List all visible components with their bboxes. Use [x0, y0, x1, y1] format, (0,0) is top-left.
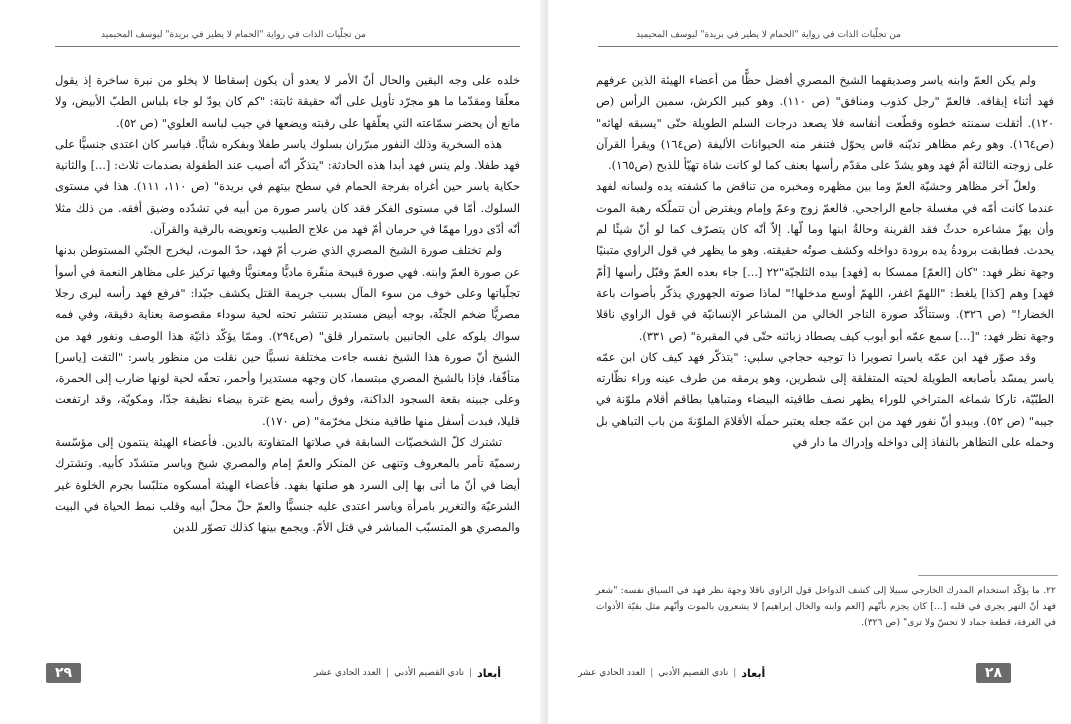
- page-number: ٢٩: [46, 663, 81, 683]
- header-rule: [55, 46, 520, 47]
- journal-name: نادي القصيم الأدبي: [394, 668, 465, 678]
- paragraph: خلده على وجه اليقين والحال أنّ الأمر لا يعدو أن يكون إسقاطا لا يخلو من نبرة ساخرة إذ يقول معلّقا ومقدّما ما هو مجرّد تأويل على أنّه حقيقة ثابتة: "كم كان يودّ لو جاء بلباس الطبّ الأبيض، ولا مانع أن يحضر سمّاعته التي يعلّقها على رقبته ويضعها في جيب لباسه العلوي" (ص ٥٢).: [55, 73, 520, 130]
- running-header: من تجلّيات الذات في رواية "الحمام لا يطير في بريدة" ليوسف المحيميد: [636, 30, 901, 40]
- paragraph: تشترك كلّ الشخصيّات السابقة في صلاتها المتفاوتة بالدين. فأعضاء الهيئة ينتمون إلى مؤسّسة رسميّة تأمر بالمعروف وتنهى عن المنكر والعمّ إمام والمصري شيخ وياسر متشدّد كأبيه. وتشترك أيضا في أنّ ما أتى بها إلى السرد هو صلتها بفهد. فأعضاء الهيئة أمسكوه متلبّسا بجرم الخلوة غير الشرعيّة والتغرير بامرأة وياسر اعتدى عليه جنسيًّا والعمّ حلّ محلّ أبيه وقلب نمط الحياة في البيت والمصري هو المتسبّب المباشر في قتل الأمّ. ويجمع بينها كذلك تصوّر للدين: [55, 435, 520, 535]
- paragraph: هذه السخرية وذلك النفور مبرّران بسلوك ياسر طفلا وبفكره شابًّا. فياسر كان اعتدى جنسيًّا على فهد طفلا. ولم ينس فهد أبدا هذه الحادثة: "يتذكّر أنّه أصيب عند الطفولة بصدمات ثلاث: [...] والثانية حكاية ياسر حين أغراه بفرجة الحمام في سطح بيتهم في بريدة" (ص ١١٠، ١١١). هذا في مستوى السلوك. أمّا في مستوى الفكر فقد كان ياسر صورة من أبيه في تشدّده وضيق أفقه. من ذلك مثلا أنّه أدّى دورا مهمّا في حرمان أمّ فهد من علاج الطبيب وتعويضه بالرقية والقرآن.: [55, 136, 520, 237]
- paragraph: ولعلّ آخر مظاهر وحشيّة العمّ وما بين مظهره ومخبره من تناقض ما كشفته يده ولسانه لفهد عندما كانت أمّه في مغسلة جامع الراجحي. فالعمّ زوج وعمّ وإمام ويفترض أن تتملّكه رهبة الموت وأن يهزّ مشاعره حدثٌ فقد القرينة وحالةُ ابنها وما لّها. إلاّ أنّه كان يتصرّف كما لو أنّ شيئًا لم يحدث. فطابقت برودةُ يده برودة دواخله وكشف صوتُه حقيقته. وهو ما يظهر في قول الراوي متبنيًا وجهة نظر فهد: "كان [العمّ] ممسكا به [فهد] بيده الثلجيّة"٢٢ [...] جاء بعده العمّ وقبّل رأسها [أمّ فهد] وهم [كذا] يلغط: "اللهمّ اغفر، اللهمّ أوسع مدخلها!" لماذا صوته الجهوري يذكّر بأصوات باعة الخضار!" (ص ٣٢٦). وستتأكّد صورة التاجر الخالي من المشاعر الإنسانيّة في قول الراوي ناقلا وجهة نظر فهد: "[...] سمع عمّه أبو أيوب كيف يصطاد زبائنه حتّى في المقبرة" (ص ٣٣١).: [596, 179, 1054, 343]
- journal-info: أبعاد | نادي القصيم الأدبي | العدد الحادي عشر: [578, 666, 766, 680]
- journal-issue: العدد الحادي عشر: [313, 668, 382, 678]
- journal-info: أبعاد | نادي القصيم الأدبي | العدد الحادي عشر: [313, 666, 501, 680]
- header-rule: [598, 46, 1058, 47]
- journal-logo: أبعاد: [477, 666, 501, 680]
- body-text: [55, 70, 520, 539]
- page-footer: [578, 660, 1011, 686]
- running-header: من تجلّيات الذات في رواية "الحمام لا يطير في بريدة" ليوسف المحيميد: [101, 30, 366, 40]
- paragraph: ولم تختلف صورة الشيخ المصري الذي ضرب أمّ فهد، حدّ الموت، ليخرج الجنّي المستوطن بدنها عن صورة العمّ وابنه. فهي صورة قبيحة منفّرة ماديًّا ومعنويًّا وفيها تركيز على مظاهر النعمة في أسوأ تجلّياتها وعلى خوف من سوء المآل بسبب جريمة القتل يكشف جيّدا: "فرفع فهد رأسه ليرى رجلا مصريًّا ضخم الجثّة، بوجه أبيض مستدير تنتشر تحته لحية سوداء مقصوصة بعناية دقيقة، وفي فمه سواك يلوكه على الجانبين باستمرار قلق" (ص٢٩٤). وممّا يؤكّد ذاتيّة هذا الوصف ونفور فهد من الشيخ أنّ صورة هذا الشيخ نفسه جاءت مختلفة نسبيًّا حين نقلت من منظور ياسر: "التفت [ياسر] متأفّفا، فإذا بالشيخ المصري مبتسما، كان وجهه مستديرا وأحمر، تحفّه لحية لونها ضارب إلى الحمرة، وعلى جبينه بقعة السجود الداكنة، وفوق رأسه يضع غترة بيضاء نظيفة جدّا، ومكويّة، وقد ارتفعت قليلا، فبدت أسفل منها طاقية منخل مخرّمة" (ص ١٧٠).: [55, 243, 521, 428]
- body-text: [596, 70, 1054, 453]
- paragraph: ولم يكن العمّ وابنه ياسر وصديقهما الشيخ المصري أفضل حظًّا من أعضاء الهيئة الذين عرفهم فهد أثناء إيقافه. فالعمّ "رجل كذوب ومنافق" (ص ١١٠). وهو كبير الكرش، سمين الرأس (ص ١٢٠). أثقلت سمنته خطوه وقطّعت أنفاسه فلا يصعد درجات السلم الطويلة حتّى "يسبقه لهاثه" (ص١٦٤). وهو رغم مظاهر تديّنه قاس يحوّل فتنفر منه الحيوانات الأليفة (ص١٦٤) ويقرأ القرآن على زوجته الثالثة أمّ فهد وهو يشدّ على مقدّم رأسها بعنف كما لو كانت شاة تهيّأ للذبح (ص١٦٥).: [596, 73, 1055, 173]
- page-number: ٢٨: [976, 663, 1011, 683]
- journal-name: نادي القصيم الأدبي: [658, 668, 729, 678]
- footnote-rule: [918, 575, 1058, 576]
- right-page: [548, 0, 1071, 724]
- journal-logo: أبعاد: [741, 666, 766, 680]
- footnote: ٢٢. ما يؤكّد استخدام المدرك الخارجي سبيلا إلى كشف الدواخل قول الراوي ناقلا وجهة نظر فهد في السياق نفسه: "شعر فهد أنّ النهر يجري في قلبه [...] كان يجزم بأنّهم [العم وابنه والخال إبراهيم] لا يشعرون بالموت وأنّهم مثل بقيّة الأدوات في الغرفة، قطعة جماد لا تحسّ ولا ترى" (ص ٣٢٦).: [596, 585, 1056, 628]
- paragraph: وقد صوّر فهد ابن عمّه ياسرا تصويرا ذا توجيه حجاجي سلبي: "يتذكّر فهد كيف كان ابن عمّه ياسر يمسّد بأصابعه الطويلة لحيته المتفلقة إلى شطرين، وهو يرمقه من طرف عينه وراء نظّارته الطبّيّة، تاركا شماغه المتراخي للوراء يظهر نصف طاقيته البيضاء ومتباهيا بطاقم أقلام ملوّنة في جيبه" (ص ٥٢). ويبدو أنّ نفور فهد من ابن عمّه جعله يعتبر حملَه الأقلامَ الملوّنةَ من باب التباهي بل وحمله على التظاهر بالنفاذ إلى دواخله وإدراك ما دار في: [596, 349, 1054, 450]
- journal-issue: العدد الحادي عشر: [578, 668, 646, 678]
- page-footer: [46, 660, 501, 686]
